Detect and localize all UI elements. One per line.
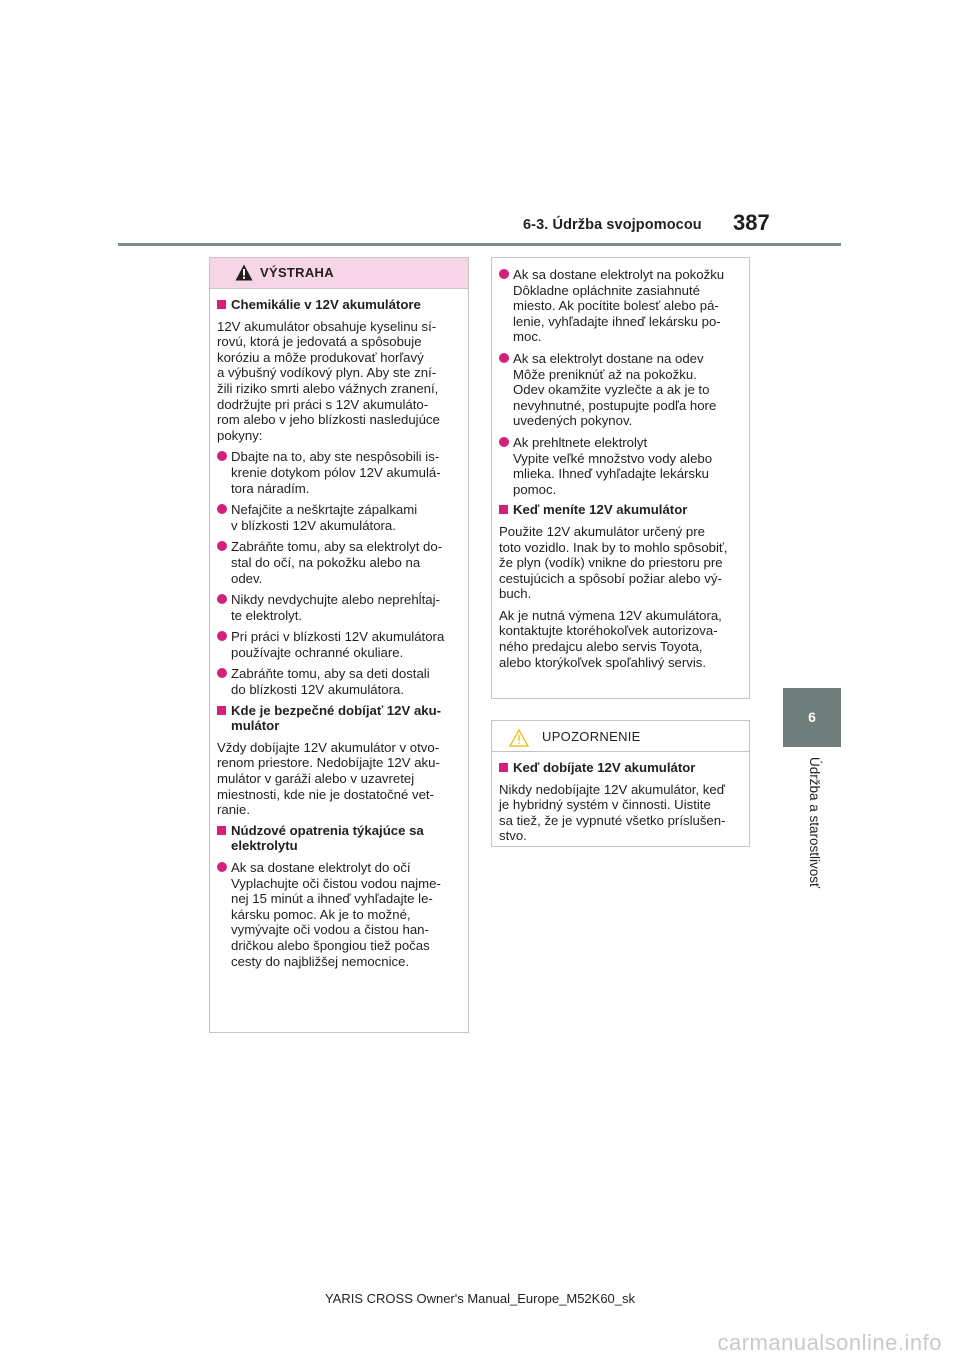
bullet-text: Nikdy nevdychujte alebo neprehĺtaj- te elektrolyt. <box>231 592 440 623</box>
chapter-label: Údržba a starostlivosť <box>807 757 822 889</box>
bullet-item <box>217 666 462 697</box>
chapter-tab: 6 <box>783 688 841 747</box>
page-number: 387 <box>733 210 770 235</box>
subsection-heading-row <box>217 703 462 734</box>
subsection-heading: Chemikálie v 12V akumulátore <box>231 297 421 312</box>
circle-bullet-icon <box>217 631 227 641</box>
circle-bullet-icon <box>499 353 509 363</box>
warning-header <box>210 258 468 289</box>
bullet-item <box>217 629 462 660</box>
circle-bullet-icon <box>217 541 227 551</box>
circle-bullet-icon <box>217 504 227 514</box>
paragraph: Použite 12V akumulátor určený pre toto vozidlo. Inak by to mohlo spôsobiť, že plyn (vodík) vnikne do priestoru pre cestujúcich a spôsobí požiar alebo vý- buch. <box>499 523 728 602</box>
bullet-item <box>217 860 462 969</box>
notice-title: UPOZORNENIE <box>542 729 641 744</box>
circle-bullet-icon <box>217 594 227 604</box>
watermark: carmanualsonline.info <box>717 1330 942 1355</box>
bullet-text: Pri práci v blízkosti 12V akumulátora používajte ochranné okuliare. <box>231 629 445 660</box>
subsection-heading: Keď meníte 12V akumulátor <box>513 502 688 518</box>
bullet-text: Zabráňte tomu, aby sa deti dostali do blízkosti 12V akumulátora. <box>231 666 430 698</box>
header-rule <box>118 243 841 246</box>
warning-continued-box <box>491 257 750 699</box>
subsection-heading-row <box>217 297 462 313</box>
warning-box <box>209 257 469 1033</box>
section-title: 6-3. Údržba svojpomocou <box>523 217 702 233</box>
warning-content <box>210 289 468 969</box>
circle-bullet-icon <box>499 437 509 447</box>
bullet-item <box>217 449 462 496</box>
square-bullet-icon <box>217 826 226 835</box>
bullet-text: Ak prehltnete elektrolyt Vypite veľké množstvo vody alebo mlieka. Ihneď vyhľadajte lekársku pomoc. <box>513 434 713 497</box>
circle-bullet-icon <box>499 269 509 279</box>
bullet-item <box>499 351 743 429</box>
footer-text: YARIS CROSS Owner's Manual_Europe_M52K60_sk <box>324 1291 636 1306</box>
circle-bullet-icon <box>217 451 227 461</box>
subsection-heading: Kde je bezpečné dobíjať 12V aku- mulátor <box>231 702 442 734</box>
notice-header <box>492 721 749 752</box>
bullet-item <box>217 539 462 586</box>
bullet-item <box>499 435 743 497</box>
notice-paragraph: Nikdy nedobíjajte 12V akumulátor, keď je hybridný systém v činnosti. Uistite sa tiež, že je vypnuté všetko príslušen- stvo. <box>499 781 726 844</box>
bullet-text: Ak sa dostane elektrolyt do očí Vyplachujte oči čistou vodou najme- nej 15 minút a ihneď vyhľadajte le- kársku pomoc. Ak je to možné, vymývajte oči vodou a čistou han- dričkou alebo špongiou tiež počas cesty do najbližšej nemocnice. <box>231 860 441 969</box>
bullet-text: Nefajčite a neškrtajte zápalkami v blízkosti 12V akumulátora. <box>231 502 418 533</box>
notice-box <box>491 720 750 847</box>
warning-continued-content <box>492 258 749 670</box>
bullet-item <box>217 592 462 623</box>
bullet-text: Ak sa elektrolyt dostane na odev Môže preniknúť až na pokožku. Odev okamžite vyzlečte a ak je to nevyhnutné, postupujte podľa hore uvedených pokynov. <box>513 350 717 429</box>
paragraph: Vždy dobíjajte 12V akumulátor v otvo- renom priestore. Nedobíjajte 12V aku- mulátor v garáži alebo v uzavretej miestnosti, kde nie je dostatočné vet- ranie. <box>217 739 440 818</box>
notice-heading: Keď dobíjate 12V akumulátor <box>513 760 696 775</box>
square-bullet-icon <box>217 300 226 309</box>
chapter-label-area <box>782 757 842 907</box>
bullet-item <box>217 502 462 533</box>
square-bullet-icon <box>499 505 508 514</box>
notice-heading-row <box>499 760 743 776</box>
paragraph: Ak je nutná výmena 12V akumulátora, kontaktujte ktoréhokoľvek autorizova- ného predajcu alebo servis Toyota, alebo ktorýkoľvek spoľahlivý servis. <box>499 607 722 670</box>
warning-icon <box>235 264 253 281</box>
subsection-heading: Núdzové opatrenia týkajúce sa elektrolytu <box>231 822 424 854</box>
bullet-item <box>499 267 743 345</box>
bullet-text: Dbajte na to, aby ste nespôsobili is- krenie dotykom pólov 12V akumulá- tora náradím. <box>231 449 441 496</box>
subsection-heading-row <box>217 823 462 854</box>
square-bullet-icon <box>499 763 508 772</box>
caution-icon <box>509 729 529 747</box>
circle-bullet-icon <box>217 668 227 678</box>
subsection-heading-row <box>499 502 743 518</box>
bullet-text: Zabráňte tomu, aby sa elektrolyt do- stal do očí, na pokožku alebo na odev. <box>231 539 443 586</box>
circle-bullet-icon <box>217 862 227 872</box>
paragraph: 12V akumulátor obsahuje kyselinu sí- rovú, ktorá je jedovatá a spôsobuje koróziu a môže produkovať horľavý a výbušný vodíkový plyn. Aby ste zní- žili riziko smrti alebo vážnych zranení, dodržujte pri práci s 12V akumuláto- rom alebo v jeho blízkosti nasledujúce pokyny: <box>217 318 440 443</box>
warning-title: VÝSTRAHA <box>260 265 334 280</box>
square-bullet-icon <box>217 706 226 715</box>
bullet-text: Ak sa dostane elektrolyt na pokožku Dôkladne opláchnite zasiahnuté miesto. Ak pocítite bolesť alebo pá- lenie, vyhľadajte ihneď lekársku po- moc. <box>513 267 725 345</box>
